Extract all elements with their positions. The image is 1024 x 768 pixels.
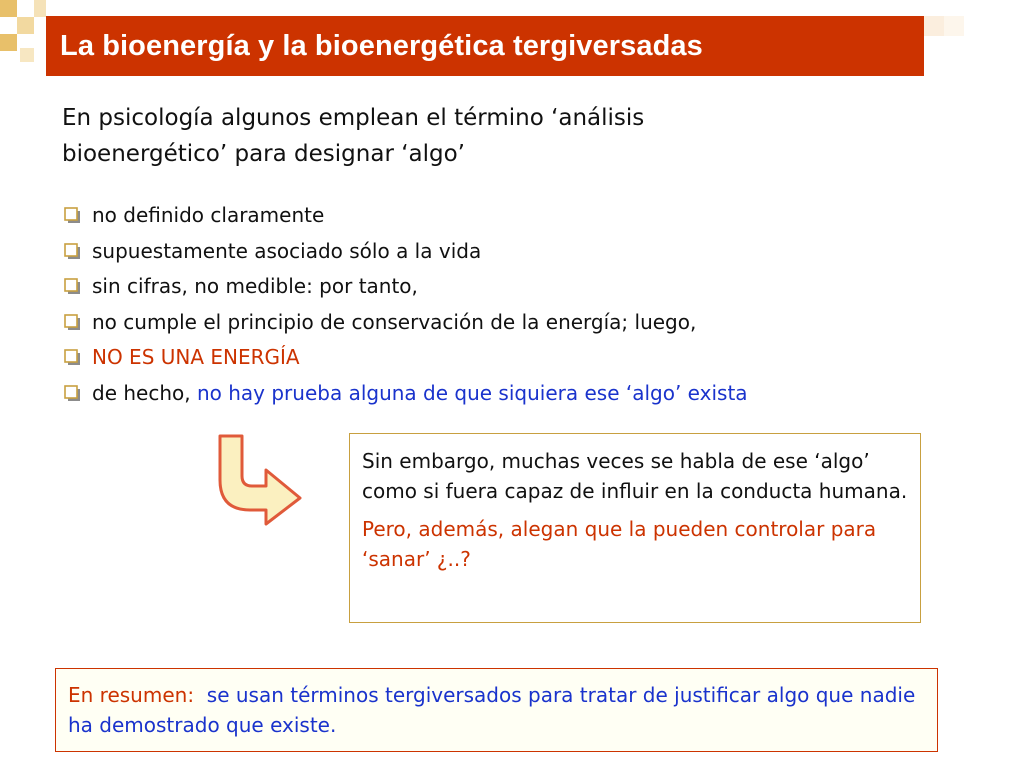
summary-label: En resumen: bbox=[68, 683, 201, 707]
list-item bbox=[64, 198, 748, 234]
checkbox-square-icon bbox=[64, 243, 81, 260]
summary-text bbox=[68, 680, 927, 740]
note-paragraph-2: Pero, además, alegan que la pueden controlar para ‘sanar’ ¿..? bbox=[362, 517, 877, 571]
bullet-text: no cumple el principio de conservación de la energía; luego, bbox=[92, 309, 697, 334]
list-item bbox=[64, 234, 748, 270]
bullet-list bbox=[64, 198, 748, 411]
intro-line-2: bioenergético’ para designar ‘algo’ bbox=[62, 141, 465, 167]
slide-title: La bioenergía y la bioenergética tergiversadas bbox=[60, 29, 703, 62]
list-item bbox=[64, 340, 748, 376]
checkbox-square-icon bbox=[64, 207, 81, 224]
intro-text bbox=[62, 100, 762, 172]
summary-body: se usan términos tergiversados para tratar de justificar algo que nadie ha demostrado que existe. bbox=[68, 683, 916, 737]
intro-line-1: En psicología algunos emplean el término ‘análisis bbox=[62, 105, 645, 131]
bullet-text-emphasis: NO ES UNA ENERGÍA bbox=[92, 345, 300, 369]
bullet-text: no definido claramente bbox=[92, 203, 325, 227]
checkbox-square-icon bbox=[64, 278, 81, 295]
bullet-text-prefix: de hecho, bbox=[92, 380, 197, 405]
note-box bbox=[349, 433, 921, 623]
summary-box bbox=[55, 668, 938, 752]
list-item bbox=[64, 305, 748, 341]
checkbox-square-icon bbox=[64, 314, 81, 331]
bullet-text-highlight: no hay prueba alguna de que siquiera ese ‘algo’ exista bbox=[196, 380, 748, 405]
checkbox-square-icon bbox=[64, 349, 81, 366]
bullet-text: supuestamente asociado sólo a la vida bbox=[92, 238, 482, 263]
title-bar bbox=[46, 16, 924, 76]
bullet-text: sin cifras, no medible: por tanto, bbox=[92, 274, 418, 298]
checkbox-square-icon bbox=[64, 385, 81, 402]
list-item bbox=[64, 376, 748, 412]
note-paragraph-1: Sin embargo, muchas veces se habla de ese ‘algo’ como si fuera capaz de influir en la conducta humana. bbox=[362, 449, 908, 503]
list-item bbox=[64, 269, 748, 305]
curved-down-right-arrow-icon bbox=[214, 432, 306, 532]
